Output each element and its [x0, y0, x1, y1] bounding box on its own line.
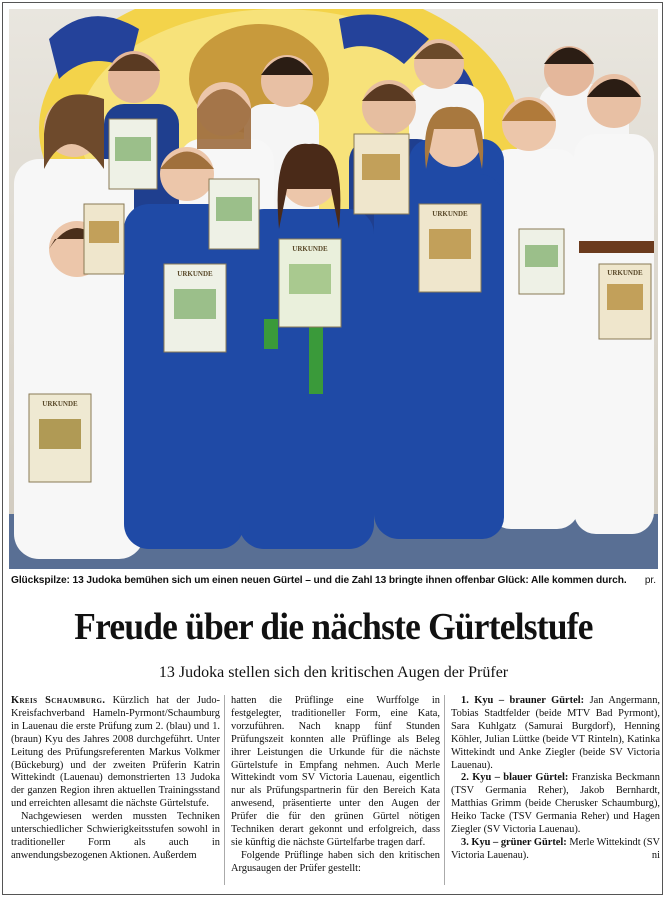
certificate — [84, 204, 124, 274]
paragraph-1: Kürzlich hat der Judo-Kreisfachverband Hameln-Pyrmont/Schaumburg in Lauenau die erste Prüfung zum 2. (blau) und 1. (braun) Kyu des Jahres 2008 durchgeführt. Unter Leitung des Prüfungsreferenten Markus Volkmer (Bückeburg) und der zweiten Prüferin Katrin Wittekindt (Lauenau) demonstrierten 13 Judoka der ganzen Region ihren aktuellen Trainingsstand und erreichten allesamt die nächste Gürtelstufe. — [11, 695, 220, 810]
certificate-heading: URKUNDE — [42, 400, 78, 408]
dateline: Kreis Schaumburg. — [11, 695, 106, 706]
paragraph-2: Nachgewiesen werden mussten Techniken unterschiedlicher Schwierigkeitsstufen sowohl in traditioneller Form als auch in anwendungsbezogenen Aktionen. Außerdem — [11, 811, 220, 861]
subheadline: 13 Judoka stellen sich den kritischen Augen der Prüfer — [158, 664, 509, 681]
kyu1-list: Jan Angermann, Tobias Stadtfelder (beide MTV Bad Pyrmont), Sara Kuhlgatz (Samurai Burgdorf), Henning Köhler, Julian Lüttke (beide VT Rinteln), Katinka Wittekindt und Anke Ziegler (beide SV Victoria Lauenau). — [451, 695, 660, 771]
paragraph-3: Folgende Prüflinge haben sich den kritischen Argusaugen der Prüfer gestellt: — [231, 849, 440, 874]
certificate — [209, 179, 259, 249]
certificate — [109, 119, 157, 189]
headline: Freude über die nächste Gürtelstufe — [74, 606, 593, 648]
group-photo — [9, 9, 658, 569]
author-initials: ni — [651, 849, 660, 861]
kyu1-label: 1. Kyu – brauner Gürtel: — [461, 695, 585, 706]
certificate-heading: URKUNDE — [177, 270, 213, 278]
kyu2-list: Franziska Beckmann (TSV Germania Reher), Jakob Bernhardt, Matthias Grimm (beide Cherusker Schaumburg), Heiko Tacke (TSV Germania Reher) und Hagen Ziegler (SV Victoria Lauenau). — [451, 772, 660, 836]
column-divider — [224, 695, 225, 885]
article-column-2 — [231, 695, 440, 876]
photo-credit: pr. — [644, 575, 656, 586]
judoka-group-illustration — [9, 9, 658, 569]
certificate-heading: URKUNDE — [292, 245, 328, 253]
article-column-1 — [11, 695, 220, 863]
kyu2-label: 2. Kyu – blauer Gürtel: — [461, 772, 569, 784]
paragraph-2-continued: hatten die Prüflinge eine Wurffolge in festgelegter, traditioneller Form, eine Kata, vorzuführen. Nach knapp fünf Stunden Prüfungszeit konnten alle Prüflinge als Beleg ihrer Leistungen die Urkunde für die nächste Gürtelstufe in Empfang nehmen. Auch Merle Wittekindt vom SV Victoria Lauenau, eigentlich nur als Prüfungspartnerin für den Bereich Kata anwesend, präsentierte unter den Augen der Prüfer die für den grünen Gürtel nötigen Techniken derart gekonnt und erfolgreich, dass sie künftig die nächste Gürtelfarbe tragen darf. — [231, 695, 440, 848]
article-column-3 — [451, 695, 660, 863]
certificate-heading: URKUNDE — [432, 210, 468, 218]
certificate-heading: URKUNDE — [607, 269, 643, 277]
column-divider — [444, 695, 445, 885]
certificate — [519, 229, 564, 294]
certificate — [354, 134, 409, 214]
kyu3-label: 3. Kyu – grüner Gürtel: — [461, 836, 567, 848]
kyu3-list: Merle Wittekindt (SV Victoria Lauenau). — [451, 836, 660, 861]
photo-caption: Glückspilze: 13 Judoka bemühen sich um einen neuen Gürtel – und die Zahl 13 bringte ihnen offenbar Glück: Alle kommen durch. — [11, 575, 627, 586]
